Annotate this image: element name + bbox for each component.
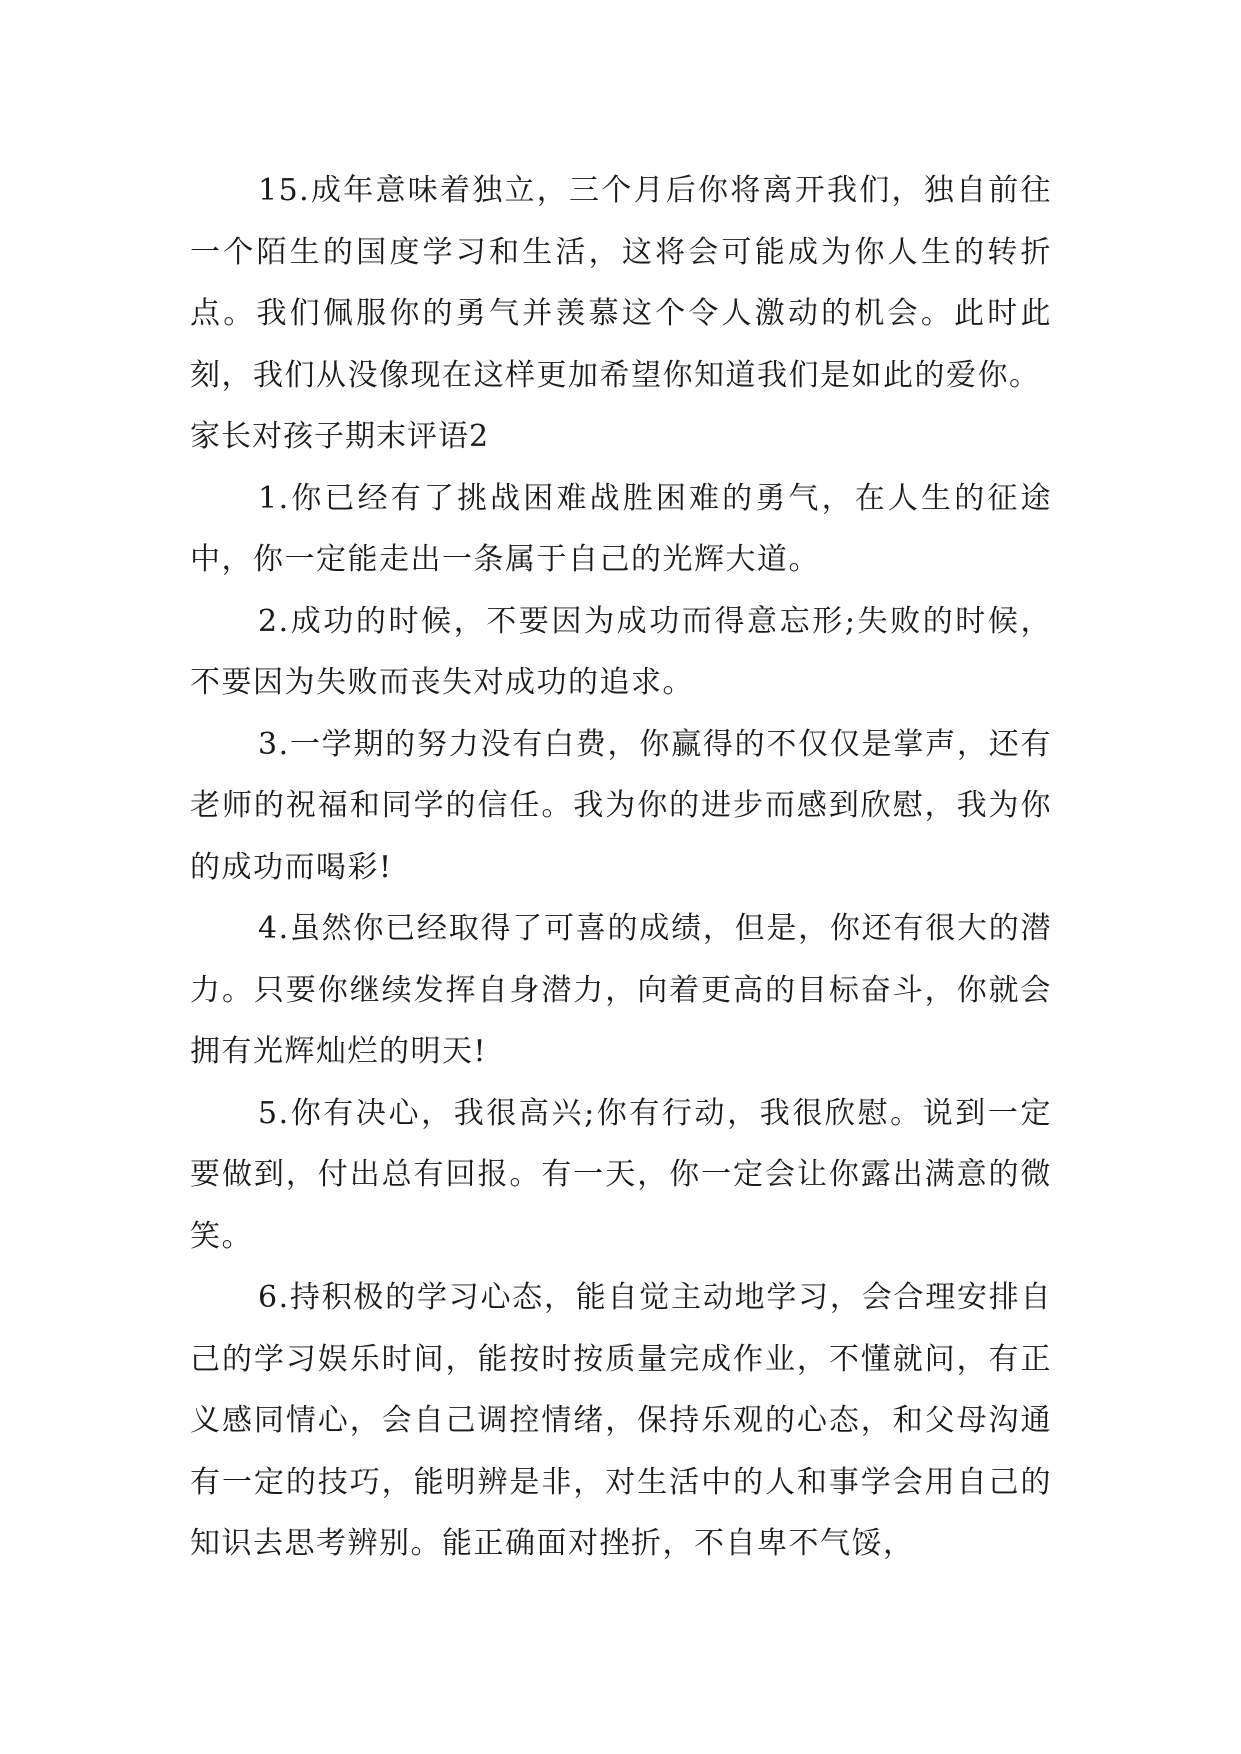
paragraph-5: 5.你有决心，我很高兴;你有行动，我很欣慰。说到一定要做到，付出总有回报。有一天，你一定会让你露出满意的微笑。 — [190, 1095, 1052, 1254]
paragraph-1: 1.你已经有了挑战困难战胜困难的勇气，在人生的征途中，你一定能走出一条属于自己的光辉大道。 — [190, 480, 1052, 577]
section-heading: 家长对孩子期末评语2 — [190, 419, 490, 454]
paragraph-15: 15.成年意味着独立，三个月后你将离开我们，独自前往一个陌生的国度学习和生活，这将会可能成为你人生的转折点。我们佩服你的勇气并羡慕这个令人激动的机会。此时此刻，我们从没像现在这样更加希望你知道我们是如此的爱你。 — [190, 173, 1052, 393]
paragraph-2: 2.成功的时候，不要因为成功而得意忘形;失败的时候，不要因为失败而丧失对成功的追求。 — [190, 603, 1052, 700]
paragraph-6: 6.持积极的学习心态，能自觉主动地学习，会合理安排自己的学习娱乐时间，能按时按质量完成作业，不懂就问，有正义感同情心，会自己调控情绪，保持乐观的心态，和父母沟通有一定的技巧，能明辨是非，对生活中的人和事学会用自己的知识去思考辨别。能正确面对挫折，不自卑不气馁， — [190, 1280, 1052, 1561]
paragraph-3: 3.一学期的努力没有白费，你赢得的不仅仅是掌声，还有老师的祝福和同学的信任。我为你的进步而感到欣慰，我为你的成功而喝彩! — [190, 726, 1052, 885]
document-page — [190, 160, 1052, 1575]
paragraph-4: 4.虽然你已经取得了可喜的成绩，但是，你还有很大的潜力。只要你继续发挥自身潜力，向着更高的目标奋斗，你就会拥有光辉灿烂的明天! — [190, 911, 1052, 1069]
